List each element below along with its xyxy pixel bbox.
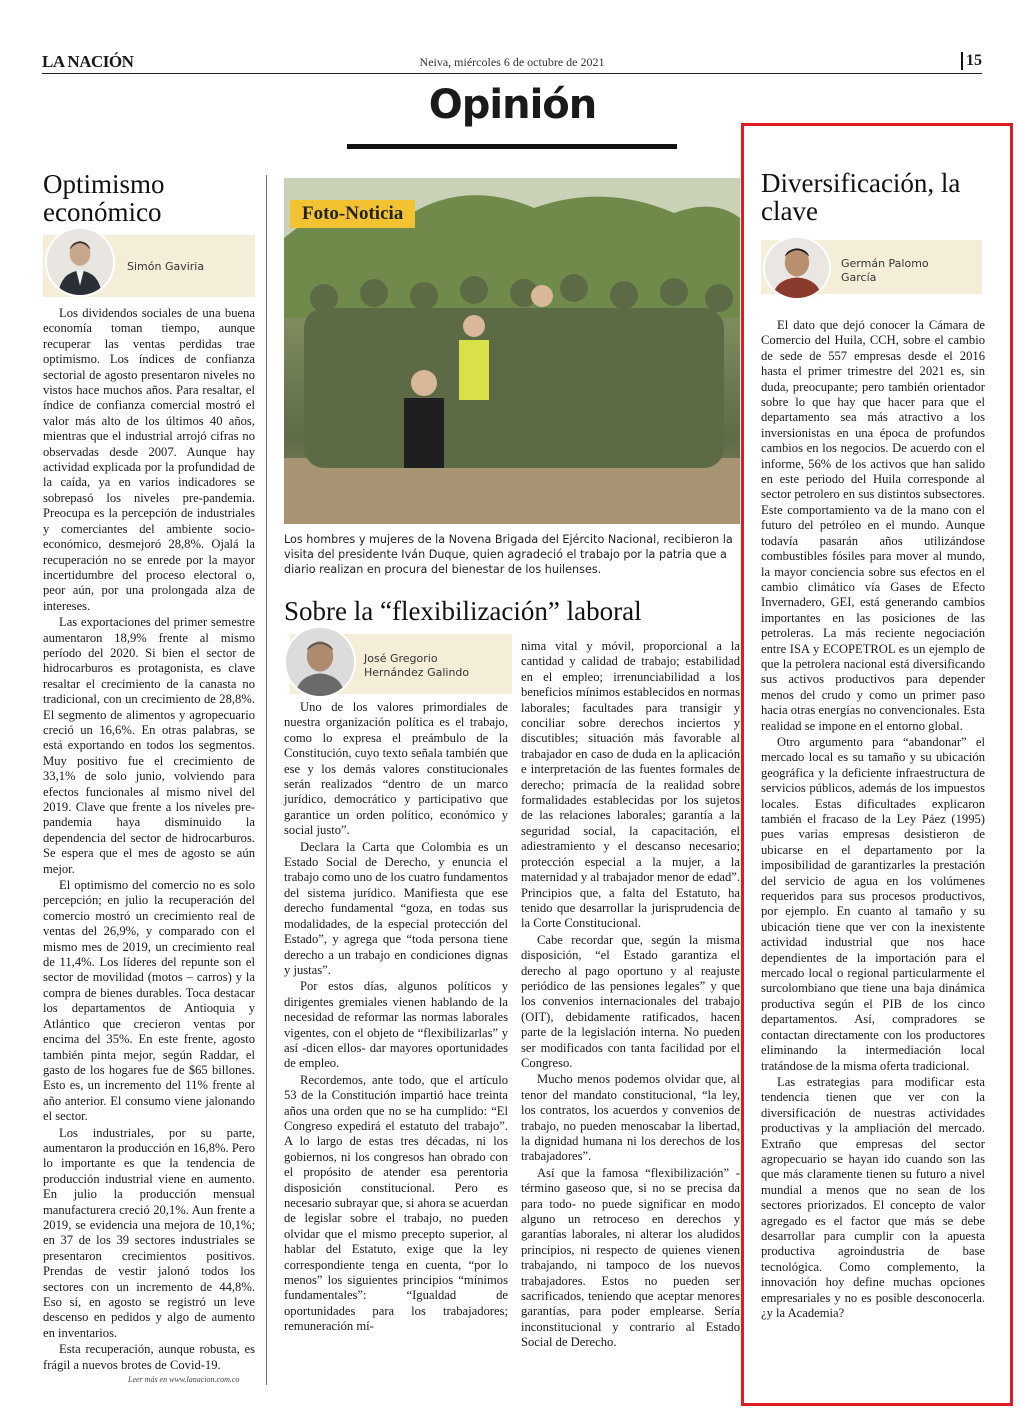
newspaper-logo: LA NACIÓN	[42, 52, 134, 71]
article2-body-col2	[521, 639, 740, 1352]
page-number: 15	[961, 52, 982, 70]
article1-author: Simón Gaviria	[127, 260, 205, 273]
article2-paragraph: Recordemos, ante todo, que el artículo 53 de la Constitución impartió hace treinta años una orden que no se ha cumplido: “El Congreso expedirá el estatuto del trabajo”. A lo largo de estas tres décadas, ni los gobiernos, ni los congresos han obrado con el propósito de atender esa perentoria disposición constitucional. Pero es necesario subrayar que, si ahora se acuerdan de legislar sobre el trabajo, no pueden olvidar que el mismo precepto superior, al hablar del Estatuto, exige que la ley correspondiente tenga en cuenta, “por lo menos” los siguientes principios “mínimos fundamentales”: “Igualdad de oportunidades para los trabajadores; remuneración mí-	[284, 1072, 508, 1334]
article2-byline	[290, 634, 512, 694]
foto-noticia-badge: Foto-Noticia	[290, 200, 415, 228]
article1-body	[43, 306, 255, 1374]
article2-paragraph: Declara la Carta que Colombia es un Estado Social de Derecho, y enuncia el trabajo como uno de los cuatro fundamentos del sistema jurídico. Manifiesta que ese derecho fundamental “goza, en todas sus modalidades, de la especial protección del Estado”, y agrega que “toda persona tiene derecho a un trabajo en condiciones dignas y justas”.	[284, 839, 508, 977]
author-photo-german-palomo	[763, 236, 831, 300]
article1-paragraph: Los dividendos sociales de una buena economía toman tiempo, aunque recuperar las ventas perdidas trae optimismo. Los índices de confianza sectorial de agosto presentaron niveles no vistos hace muchos años. Para resaltar, el índice de confianza comercial mostró el valor más alto de los últimos 40 años, mientras que el industrial arrojó cifras no observadas desde 2007. Aunque hay actividad explicada por la profundidad de la caída, ya en varios indicadores se sobrepasó los niveles pre-pandemia. Preocupa es la percepción de industriales y comerciantes del ambiente socio-económico, desmejoró 28,8%. Ojalá la recuperación no se enrede por la mayor incertidumbre del proceso electoral o, peor aún, por una prolongada alza de intereses.	[43, 306, 255, 613]
article3-body	[761, 318, 985, 1322]
article2-paragraph: nima vital y móvil, proporcional a la cantidad y calidad de trabajo; estabilidad en el empleo; irrenunciabilidad a los beneficios mínimos establecidos en normas laborales; facultades para transigir y conciliar sobre derechos inciertos y discutibles; situación más favorable al trabajador en caso de duda en la aplicación e interpretación de las fuentes formales de derecho; primacía de la realidad sobre formalidades establecidas por los sujetos de las relaciones laborales; garantía a la seguridad social, la capacitación, el adiestramiento y el descanso necesario; protección especial a la mujer, a la maternidad y al trabajador menor de edad”. Principios que, a falta del Estatuto, ha tenido que desarrollar la jurisprudencia de la Corte Constitucional.	[521, 639, 740, 931]
page-header	[42, 50, 982, 74]
article2-author: José Gregorio Hernández Galindo	[364, 652, 470, 679]
photo-caption: Los hombres y mujeres de la Novena Brigada del Ejército Nacional, recibieron la visita del presidente Iván Duque, quien agradeció el trabajo por la patria que a diario realizan en procura del bienestar de los huilenses.	[284, 533, 733, 576]
article1-title: Optimismo económico	[43, 169, 165, 227]
article2-paragraph: Uno de los valores primordiales de nuestra organización política es el trabajo, como lo expresa el preámbulo de la Constitución, cuyo texto señala también que ese y los demás valores constitucionales serán realizados “dentro de un marco jurídico, democrático y participativo que garantice un orden político, económico y social justo”.	[284, 700, 508, 838]
article2-paragraph: Cabe recordar que, según la misma disposición, “el Estado garantiza el derecho al pago oportuno y al reajuste periódico de las pensiones legales” y que los convenios internacionales del trabajo (OIT), debidamente ratificados, hacen parte de la legislación interna. No pueden ser modificados con tanta facilidad por el Congreso.	[521, 932, 740, 1070]
section-rule	[347, 144, 677, 149]
article2-body-col1	[284, 700, 508, 1336]
article3-paragraph: Otro argumento para “abandonar” el mercado local es su tamaño y su ubicación geográfica y la deficiente infraestructura de servicios públicos, además de los impuestos locales. Estas dificultades explicaron también el fracaso de la Ley Páez (1995) pues varias empresas desistieron de ubicarse en el departamento por la imposibilidad de garantizarles la prestación del servicio de agua en los volúmenes requeridos para sus procesos productivos, por ejemplo. En cuanto al tamaño y su ubicación tiene que ver con la inexistente actividad industrial que nos hace dependientes de la importación para el mercado local o regional particularmente el surcolombiano que tiene una baja dinámica productiva según el PIB de los cinco departamentos. Así, compradores se contactan directamente con los productores eliminando la intermediación local tratándose de la misma oferta tradicional.	[761, 734, 985, 1073]
article3-author: Germán Palomo García	[841, 257, 929, 284]
article3-title: Diversificación, la clave	[761, 168, 961, 226]
article3-byline	[761, 240, 982, 294]
article2-paragraph: Mucho menos podemos olvidar que, al tenor del mandato constitucional, “la ley, los contratos, los acuerdos y convenios de trabajo, no pueden menoscabar la libertad, la dignidad humana ni los derechos de los trabajadores”.	[521, 1072, 740, 1164]
section-title: Opinión	[428, 82, 597, 128]
column-divider	[266, 175, 267, 1385]
article3-paragraph: Las estrategias para modificar esta tendencia tienen que ver con la diversificación de nuestras actividades productivas y la ampliación del mercado. Extraño que empresas del sector agropecuario se hayan ido cuando son las que más claramente tienen su futuro a nivel mundial a menos que no sean de los sectores priorizados. El concepto de valor agregado es el factor que más se debe desarrollar para cumplir con la apuesta productiva agroindustria de base tecnológica. Como complemento, la innovación hoy define muchas opciones empresariales y no es posible desconocerla. ¿y la Academia?	[761, 1074, 985, 1320]
article2-paragraph: Así que la famosa “flexibilización” -término gaseoso que, si no se precisa da para todo- no puede significar en modo alguno un retroceso en derechos y garantías laborales, ni alterar los aludidos principios, ni respecto de quienes vienen trabajando, ni tampoco de los nuevos trabajadores. Estos no pueden ser sacrificados, teniendo que aceptar menores garantías, para poder emplearse. Sería inconstitucional y contrario al Estado Social de Derecho.	[521, 1165, 740, 1350]
article1-paragraph: Los industriales, por su parte, aumentaron la producción en 16,8%. Pero lo importante es que la tendencia de producción industrial viene en aumento. En julio la producción mensual manufacturera creció 20,1%. Aun frente a 2019, se evidencia una mejora de 10,1%; en 37 de los 39 sectores industriales se presentaron crecimientos positivos. Prendas de vestir jalonó todos los sectores con un incremento de 44,8%. Eso sí, en agosto se registró un leve descenso en pedidos y algo de aumento en inventarios.	[43, 1125, 255, 1340]
author-photo-jose-gregorio	[284, 626, 356, 698]
read-more-link[interactable]: Leer más en www.lanacion.com.co	[128, 1375, 240, 1384]
article2-title: Sobre la “flexibilización” laboral	[284, 596, 642, 626]
article1-paragraph: Las exportaciones del primer semestre aumentaron 18,9% frente al mismo período del 2020. Si bien el sector de hidrocarburos es protagonista, es clave resaltar el crecimiento de la canasta no tradicional, con un crecimiento de 28,8%. El segmento de alimentos y agropecuario creció un 16,6%. En otras palabras, se está exportando en todos los segmentos. Muy positivo fue el crecimiento de 33,1% de solo junio, volviendo para efectos funcionales al mismo nivel del 2019. Clave que frente a los niveles pre-pandemia haya disminuido la dependencia del sector de hidrocarburos. Se espera que el mes de agosto se aún mejor.	[43, 615, 255, 876]
article3-paragraph: El dato que dejó conocer la Cámara de Comercio del Huila, CCH, sobre el cambio de sede de 557 empresas desde el 2016 hasta el primer trimestre del 2021 es, sin duda, preocupante; pero también orientador sobre lo que hay que hacer para que el departamento sea más atractivo a los inversionistas en una época de profundos cambios en los negocios. De acuerdo con el informe, 56% de los activos que han salido en este periodo del Huila corresponde al sector petrolero en sus distintos subsectores. Este comportamiento va de la mano con el futuro del petróleo en el mundo. Aunque todavía pasarán años utilizándose combustibles fósiles para mover al mundo, la mayor conciencia sobre sus efectos en el cambio climático vía Gases de Efecto Invernadero, GEI, está generando cambios importantes en las posiciones de las petroleras. La más reciente negociación entre ISA y ECOPETROL es un ejemplo de que la petrolera nacional está diversificando sus activos productivos para depender menos del crudo y como un primer paso hacia otras energías no convencionales. Esta realidad se impone en el entorno global.	[761, 318, 985, 733]
article1-paragraph: El optimismo del comercio no es solo percepción; en julio la recuperación del comercio mostró un crecimiento real de ventas del 26,9%, y comparado con el mismo mes de 2019, un crecimiento real de 11,4%. Los líderes del repunte son el sector de movilidad (motos – carros) y la compra de bienes durables. Toca destacar los departamentos de Antioquia y Atlántico que crecieron ventas por encima del 35%. En este frente, agosto también pinta mejor, según Raddar, el gasto de los hogares fue de $65 billones. Esto es, un incremento del 11% frente al año anterior. El consumo viene jalonando el sector.	[43, 878, 255, 1124]
author-photo-simon-gaviria	[45, 227, 115, 297]
article2-paragraph: Por estos días, algunos políticos y dirigentes gremiales vienen hablando de la necesidad de reformar las normas laborales vigentes, con el objeto de “flexibilizarlas” y así -dicen ellos- dar mayores oportunidades de empleo.	[284, 979, 508, 1071]
issue-date: Neiva, miércoles 6 de octubre de 2021	[419, 55, 605, 69]
article1-paragraph: Esta recuperación, aunque robusta, es frágil a nuevos brotes de Covid-19.	[43, 1342, 255, 1372]
soldiers-group-photo	[284, 178, 740, 524]
news-photo	[284, 178, 740, 524]
article1-byline	[43, 235, 255, 297]
